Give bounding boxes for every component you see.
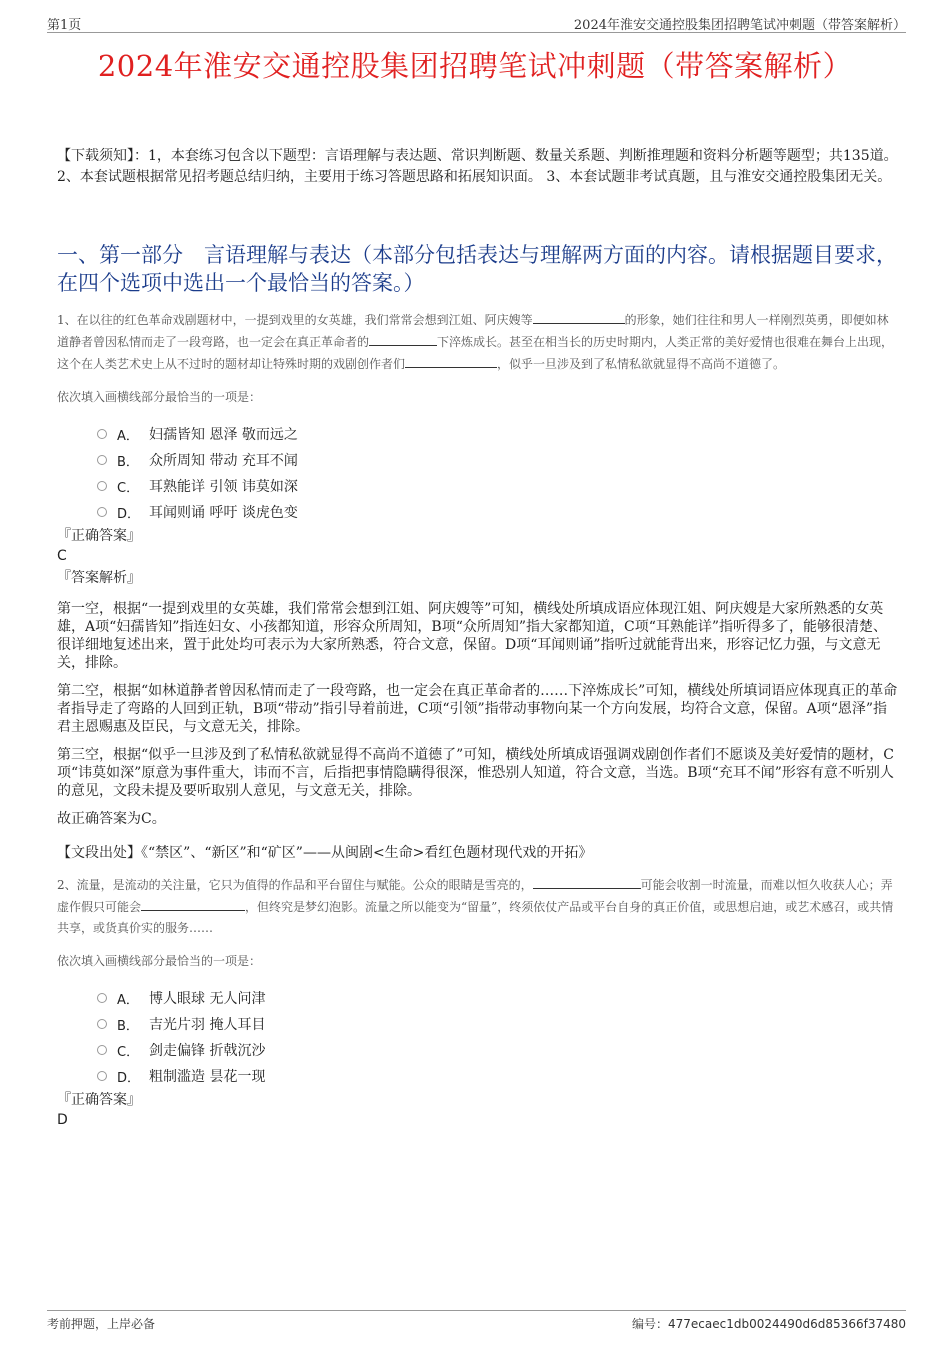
option-b[interactable]: B． 吉光片羽 掩人耳目 [97, 1011, 898, 1037]
radio-icon[interactable] [97, 993, 107, 1003]
download-notice: 【下载须知】：1，本套练习包含以下题型：言语理解与表达题、常识判断题、数量关系题、判断推理题和资料分析题等题型；共135道。 2、本套试题根据常见招考题总结归纳，主要用于练习答题思路和拓展知识面。 3、本套试题非考试真题，且与淮安交通控股集团无关。 [57, 148, 898, 185]
option-c[interactable]: C． 剑走偏锋 折戟沉沙 [97, 1037, 898, 1063]
question-2-options [97, 985, 898, 1089]
fill-blank [141, 896, 245, 911]
analysis-conclusion: 故正确答案为C。 [57, 811, 166, 827]
document-body [57, 146, 898, 1133]
radio-icon[interactable] [97, 481, 107, 491]
analysis-label: 『答案解析』 [57, 570, 141, 586]
footer-slogan: 考前押题，上岸必备 [47, 1317, 156, 1331]
radio-icon[interactable] [97, 1019, 107, 1029]
fill-blank [369, 331, 437, 346]
radio-icon[interactable] [97, 1045, 107, 1055]
section-heading: 一、第一部分 言语理解与表达（本部分包括表达与理解两方面的内容。请根据题目要求，在四个选项中选出一个最恰当的答案。） [57, 243, 897, 295]
radio-icon[interactable] [97, 429, 107, 439]
option-d[interactable]: D． 耳闻则诵 呼吁 谈虎色变 [97, 499, 898, 525]
option-a[interactable]: A． 妇孺皆知 恩泽 敬而远之 [97, 421, 898, 447]
radio-icon[interactable] [97, 455, 107, 465]
footer-doc-id: 编号：477ecaec1db0024490d6d85366f37480 [632, 1317, 906, 1331]
analysis-paragraph: 第二空，根据“如林道静者曾因私情而走了一段弯路，也一定会在真正革命者的……下淬炼成长”可知，横线处所填词语应体现真正的革命者指导走了弯路的人回到正轨，B项“带动”指引导着前进，C项“引领”指带动事物向某一个方向发展，均符合文意，保留。A项“恩泽”指君主恩赐惠及臣民，与文意无关，排除。 [57, 683, 898, 735]
page-footer [47, 1310, 906, 1333]
document-title: 2024年淮安交通控股集团招聘笔试冲刺题（带答案解析） [97, 49, 853, 83]
correct-answer: C [57, 548, 67, 564]
radio-icon[interactable] [97, 1071, 107, 1081]
question-2-text: 2、流量，是流动的关注量，它只为值得的作品和平台留住与赋能。公众的眼睛是雪亮的， 可能会收割一时流量，而难以恒久收获人心；弄虚作假只可能会 ，但终究是梦幻泡影。流量之所以能变为“留量”，终须依仗产品或平台自身的真正价值，或思想启迪，或艺术感召，或共情共享，或货真价实的服务…… [57, 874, 898, 939]
analysis-paragraph: 第一空，根据“一提到戏里的女英雄，我们常常会想到江姐、阿庆嫂等”可知，横线处所填成语应体现江姐、阿庆嫂是大家所熟悉的女英雄，A项“妇孺皆知”指连妇女、小孩都知道，形容众所周知，B项“众所周知”指大家都知道，C项“耳熟能详”指听得多了，能够很清楚、很详细地复述出来，置于此处均可表示为大家所熟悉，符合文意，保留。D项“耳闻则诵”指听过就能背出来，形容记忆力强，与文意无关，排除。 [57, 601, 888, 671]
page-number: 第1页 [47, 18, 82, 33]
fill-blank [405, 353, 497, 368]
header-doc-name: 2024年淮安交通控股集团招聘笔试冲刺题（带答案解析） [573, 18, 906, 33]
option-c[interactable]: C． 耳熟能详 引领 讳莫如深 [97, 473, 898, 499]
question-2-prompt: 依次填入画横线部分最恰当的一项是： [57, 954, 262, 968]
question-1-text: 1、在以往的红色革命戏剧题材中，一提到戏里的女英雄，我们常常会想到江姐、阿庆嫂等 的形象，她们往往和男人一样刚烈英勇，即便如林道静者曾因私情而走了一段弯路，也一定会在真正革命者的 下淬炼成长。甚至在相当长的历史时期内，人类正常的美好爱情也很难在舞台上出现，这个在人类艺术史上从不过时的题材却让特殊时期的戏剧创作者们 ，似乎一旦涉及到了私情私欲就显得不高尚不道德了。 [57, 309, 898, 375]
option-b[interactable]: B． 众所周知 带动 充耳不闻 [97, 447, 898, 473]
passage-source: 【文段出处】《“禁区”、“新区”和“矿区”——从闽剧<生命>看红色题材现代戏的开拓》 [57, 845, 593, 861]
radio-icon[interactable] [97, 507, 107, 517]
question-1-options [97, 421, 898, 525]
correct-answer: D [57, 1112, 68, 1128]
fill-blank [533, 874, 641, 889]
correct-answer-label: 『正确答案』 [57, 1092, 141, 1108]
fill-blank [533, 309, 625, 324]
page-header [47, 12, 906, 33]
correct-answer-label: 『正确答案』 [57, 528, 141, 544]
option-a[interactable]: A． 博人眼球 无人问津 [97, 985, 898, 1011]
question-1-prompt: 依次填入画横线部分最恰当的一项是： [57, 390, 262, 404]
option-d[interactable]: D． 粗制滥造 昙花一现 [97, 1063, 898, 1089]
analysis-paragraph: 第三空，根据“似乎一旦涉及到了私情私欲就显得不高尚不道德了”可知，横线处所填成语强调戏剧创作者们不愿谈及美好爱情的题材，C项“讳莫如深”原意为事件重大，讳而不言，后指把事情隐瞒得很深，惟恐别人知道，符合文意，当选。B项“充耳不闻”形容有意不听别人的意见，文段未提及要听取别人意见，与文意无关，排除。 [57, 747, 895, 799]
